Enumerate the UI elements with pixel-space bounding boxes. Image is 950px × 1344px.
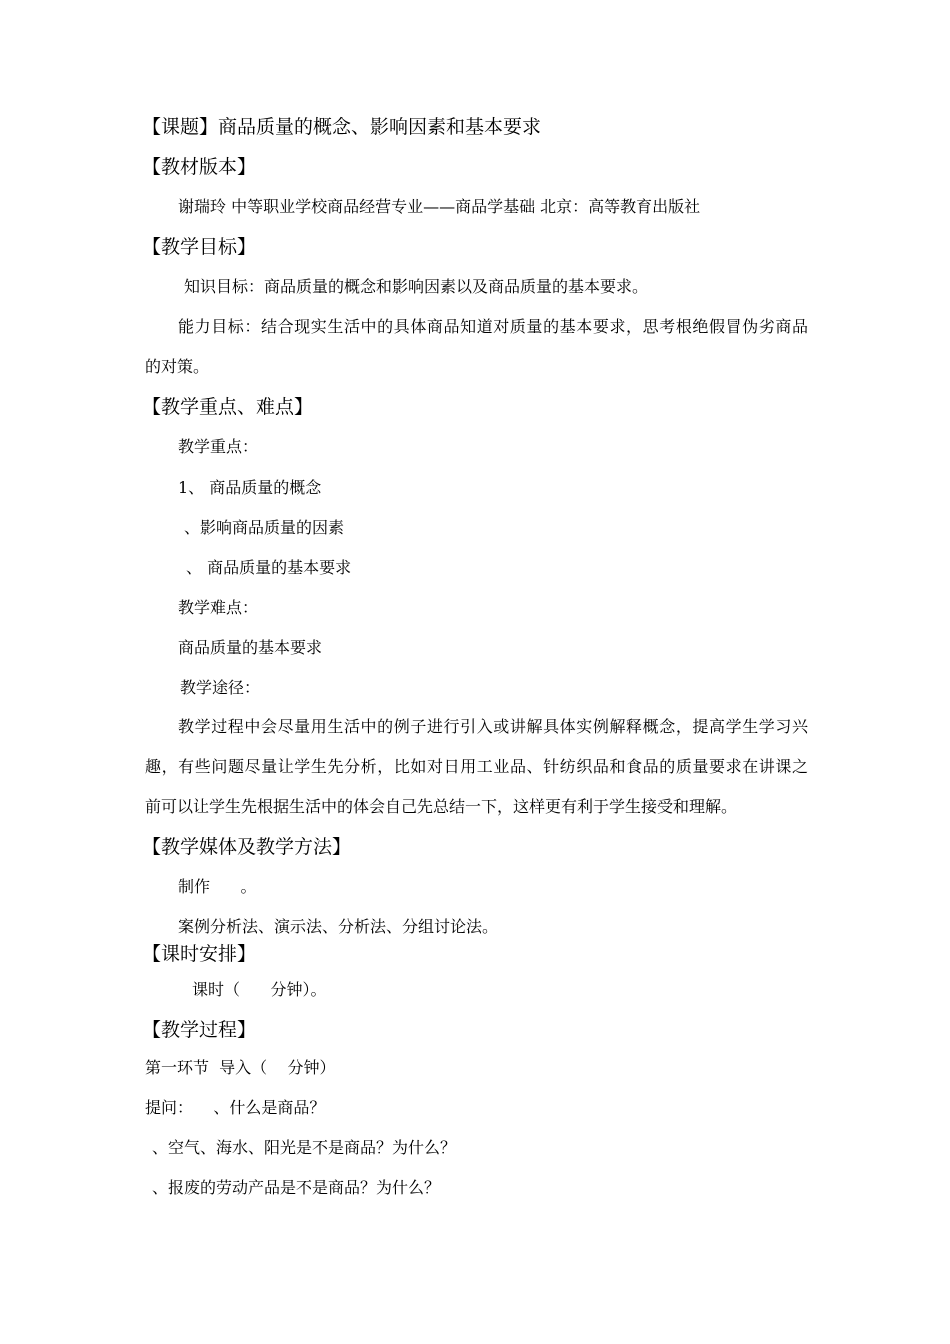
approach-line-1: 教学过程中会尽量用生活中的例子进行引入或讲解具体实例解释概念，提高学生学习兴 bbox=[178, 717, 808, 736]
difficult-points-label: 教学难点： bbox=[178, 598, 259, 617]
methods-line: 案例分析法、演示法、分析法、分组讨论法。 bbox=[178, 917, 499, 936]
textbook-heading: 【教材版本】 bbox=[142, 156, 257, 178]
approach-line-3: 前可以让学生先根据生活中的体会自己先总结一下，这样更有利于学生接受和理解。 bbox=[145, 797, 738, 816]
question-2: 、空气、海水、阳光是不是商品？为什么？ bbox=[152, 1138, 457, 1157]
question-1: 提问： 、什么是商品？ bbox=[145, 1098, 326, 1117]
key-point-1: 1、 商品质量的概念 bbox=[178, 478, 322, 497]
media-line-1: 制作 。 bbox=[178, 877, 257, 896]
lesson-topic-heading: 【课题】商品质量的概念、影响因素和基本要求 bbox=[142, 116, 542, 138]
process-heading: 【教学过程】 bbox=[142, 1019, 257, 1041]
knowledge-goal: 知识目标：商品质量的概念和影响因素以及商品质量的基本要求。 bbox=[184, 277, 649, 296]
schedule-heading: 【课时安排】 bbox=[142, 943, 257, 965]
schedule-line: 课时（ 分钟）。 bbox=[192, 980, 327, 999]
approach-label: 教学途径： bbox=[180, 678, 261, 697]
ability-goal-line-2: 的对策。 bbox=[145, 357, 210, 376]
textbook-info: 谢瑞玲 中等职业学校商品经营专业——商品学基础 北京：高等教育出版社 bbox=[178, 197, 701, 216]
key-point-3: 、 商品质量的基本要求 bbox=[186, 558, 352, 577]
key-points-label: 教学重点： bbox=[178, 437, 259, 456]
key-point-2: 、影响商品质量的因素 bbox=[184, 518, 345, 537]
media-methods-heading: 【教学媒体及教学方法】 bbox=[142, 836, 352, 858]
approach-line-2: 趣，有些问题尽量让学生先分析，比如对日用工业品、针纺织品和食品的质量要求在讲课之 bbox=[145, 757, 808, 776]
objectives-heading: 【教学目标】 bbox=[142, 236, 257, 258]
question-3: 、报废的劳动产品是不是商品？为什么？ bbox=[152, 1178, 441, 1197]
difficult-point-1: 商品质量的基本要求 bbox=[178, 638, 323, 657]
key-points-heading: 【教学重点、难点】 bbox=[142, 396, 314, 418]
ability-goal-line-1: 能力目标：结合现实生活中的具体商品知道对质量的基本要求，思考根绝假冒伪劣商品 bbox=[178, 317, 808, 336]
section-1-intro: 第一环节 导入（ 分钟） bbox=[145, 1058, 336, 1077]
